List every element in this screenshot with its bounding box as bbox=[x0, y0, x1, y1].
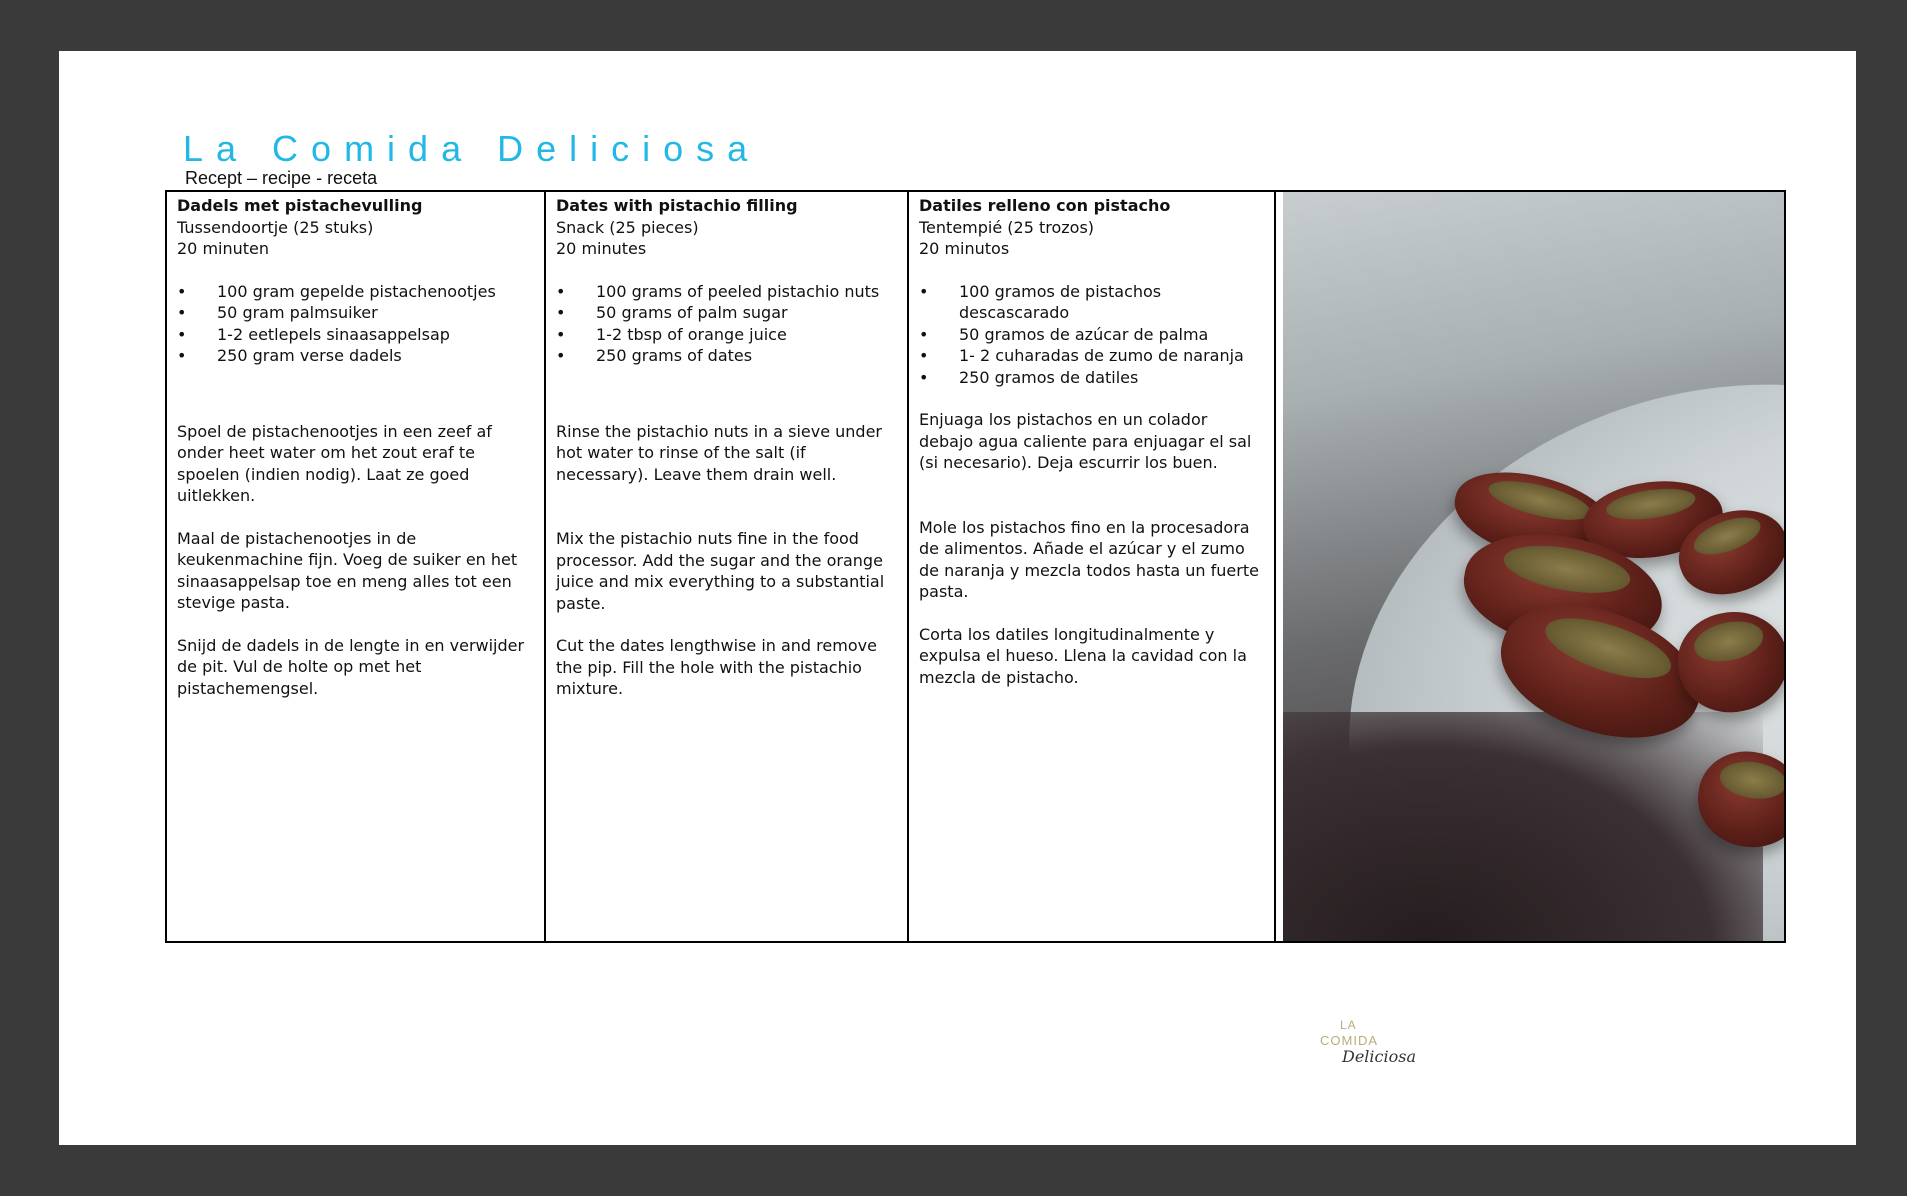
recipe-step: Mix the pistachio nuts fine in the food processor. Add the sugar and the orange juice and mix everything to a substantial paste. bbox=[556, 529, 885, 613]
pistachio-filling bbox=[1690, 616, 1767, 668]
recipe-photo-cell bbox=[1276, 192, 1784, 941]
stuffed-dates-photo bbox=[1283, 192, 1784, 941]
recipe-title: Datiles relleno con pistacho bbox=[919, 196, 1171, 215]
ingredient-item: • 250 gram verse dadels bbox=[177, 345, 534, 367]
recipe-title: Dadels met pistachevulling bbox=[177, 196, 423, 215]
recipe-column-dutch bbox=[167, 192, 546, 941]
recipe-step: Cut the dates lengthwise in and remove the pip. Fill the hole with the pistachio mixture. bbox=[556, 636, 877, 698]
ingredient-item: • 100 gramos de pistachos descascarado bbox=[919, 281, 1264, 324]
recipe-step: Rinse the pistachio nuts in a sieve under hot water to rinse of the salt (if necessary). Leave them drain well. bbox=[556, 421, 883, 484]
ingredient-item: • 50 grams of palm sugar bbox=[556, 302, 897, 324]
brand-logo bbox=[1320, 1018, 1430, 1078]
ingredient-item: • 250 grams of dates bbox=[556, 345, 897, 367]
ingredient-item: • 1- 2 cuharadas de zumo de naranja bbox=[919, 345, 1264, 367]
ingredient-list bbox=[556, 281, 897, 367]
recipe-page bbox=[59, 51, 1856, 1145]
pistachio-filling bbox=[1604, 484, 1697, 525]
pistachio-filling bbox=[1717, 757, 1784, 802]
recipe-category: Tentempié (25 trozos) bbox=[919, 217, 1095, 237]
plate-shadow bbox=[1283, 712, 1763, 941]
ingredient-item: • 50 gramos de azúcar de palma bbox=[919, 324, 1264, 346]
logo-line: COMIDA bbox=[1320, 1033, 1378, 1048]
recipe-title: Dates with pistachio filling bbox=[556, 196, 798, 215]
recipe-time: 20 minuten bbox=[177, 239, 270, 258]
ingredient-item: • 50 gram palmsuiker bbox=[177, 302, 534, 324]
recipe-table bbox=[165, 190, 1786, 943]
recipe-column-english bbox=[546, 192, 909, 941]
recipe-step: Enjuaga los pistachos en un colador debajo agua caliente para enjuagar el sal (si necesario). Deja escurrir los buen. bbox=[919, 410, 1252, 472]
logo-script: Deliciosa bbox=[1342, 1047, 1416, 1066]
recipe-time: 20 minutes bbox=[556, 239, 647, 258]
ingredient-item: • 100 grams of peeled pistachio nuts bbox=[556, 281, 897, 303]
recipe-category: Snack (25 pieces) bbox=[556, 217, 699, 237]
recipe-step: Spoel de pistachenootjes in een zeef af onder heet water om het zout eraf te spoelen (indien nodig). Laat ze goed uitlekken. bbox=[177, 421, 492, 505]
recipe-step: Corta los datiles longitudinalmente y expulsa el hueso. Llena la cavidad con la mezcla de pistacho. bbox=[919, 624, 1247, 687]
recipe-step: Mole los pistachos fino en la procesadora de alimentos. Añade el azúcar y el zumo de naranja y mezcla todos hasta un fuerte pasta. bbox=[919, 517, 1259, 601]
ingredient-item: • 1-2 eetlepels sinaasappelsap bbox=[177, 324, 534, 346]
ingredient-item: • 100 gram gepelde pistachenootjes bbox=[177, 281, 534, 303]
ingredient-item: • 250 gramos de datiles bbox=[919, 367, 1264, 389]
page-subtitle: Recept – recipe - receta bbox=[185, 168, 378, 188]
ingredient-list bbox=[919, 281, 1264, 389]
recipe-step: Maal de pistachenootjes in de keukenmachine fijn. Voeg de suiker en het sinaasappelsap toe en meng alles tot een stevige pasta. bbox=[177, 528, 518, 612]
ingredient-list bbox=[177, 281, 534, 367]
recipe-category: Tussendoortje (25 stuks) bbox=[177, 217, 374, 237]
recipe-column-spanish bbox=[909, 192, 1276, 941]
brand-title: La Comida Deliciosa bbox=[183, 128, 761, 169]
recipe-time: 20 minutos bbox=[919, 239, 1010, 258]
logo-line: LA bbox=[1340, 1018, 1357, 1032]
recipe-step: Snijd de dadels in de lengte in en verwijder de pit. Vul de holte op met het pistachemengsel. bbox=[177, 635, 525, 698]
ingredient-item: • 1-2 tbsp of orange juice bbox=[556, 324, 897, 346]
